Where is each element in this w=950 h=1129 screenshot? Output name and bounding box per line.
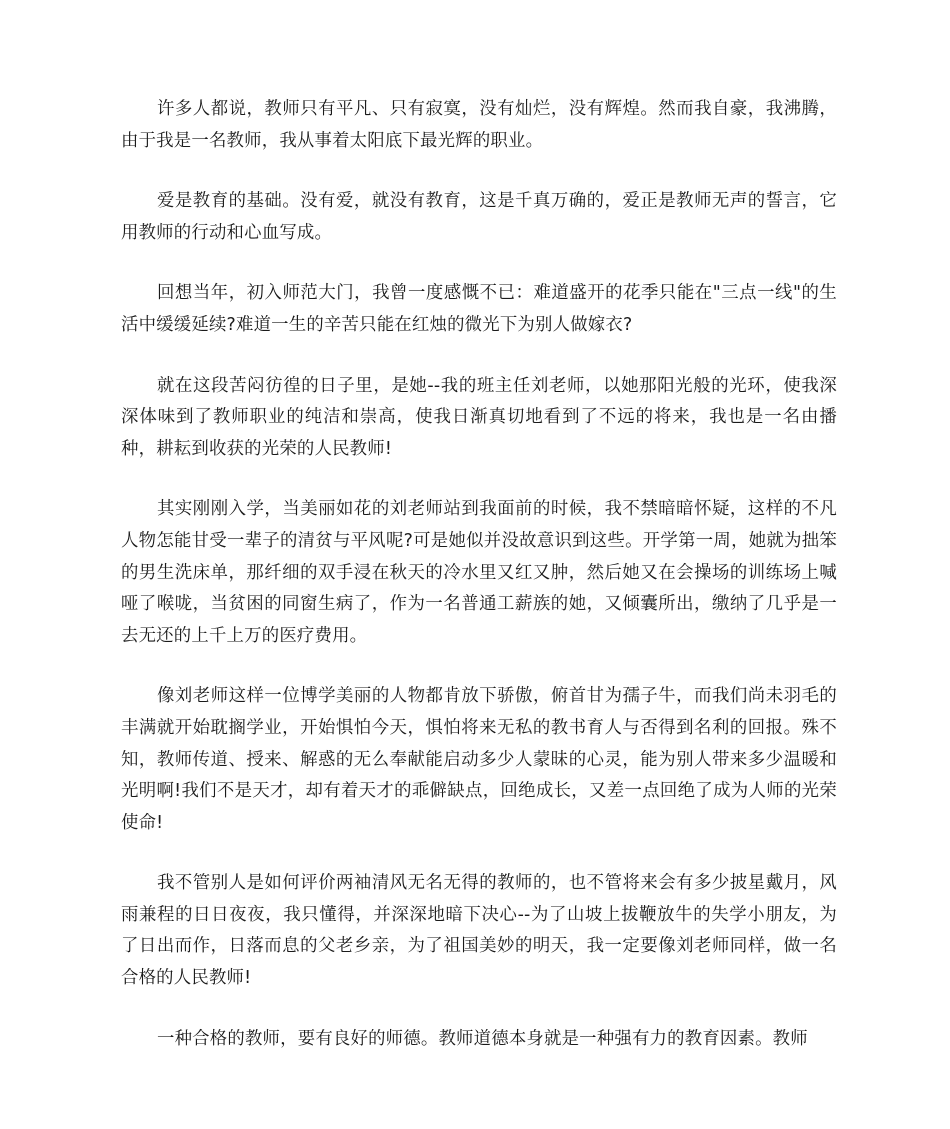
paragraph: 我不管别人是如何评价两袖清风无名无得的教师的，也不管将来会有多少披星戴月，风雨兼程的日日夜夜，我只懂得，并深深地暗下决心--为了山坡上拔鞭放牛的失学小朋友，为了日出而作，日落而息的父老乡亲，为了祖国美妙的明天，我一定要像刘老师同样，做一名合格的人民教师!	[121, 873, 837, 989]
document-body	[121, 94, 837, 1084]
paragraph: 一种合格的教师，要有良好的师德。教师道德本身就是一种强有力的教育因素。教师	[157, 1028, 808, 1049]
paragraph: 像刘老师这样一位博学美丽的人物都肯放下骄傲，俯首甘为孺子牛，而我们尚未羽毛的丰满就开始耽搁学业，开始惧怕今天，惧怕将来无私的教书育人与否得到名利的回报。殊不知，教师传道、授来、解惑的无么奉献能启动多少人蒙昧的心灵，能为别人带来多少温暖和光明啊!我们不是天才，却有着天才的乖僻缺点，回绝成长，又差一点回绝了成为人师的光荣使命!	[121, 686, 837, 833]
paragraph: 其实刚刚入学，当美丽如花的刘老师站到我面前的时候，我不禁暗暗怀疑，这样的不凡人物怎能甘受一辈子的清贫与平风呢?可是她似并没故意识到这些。开学第一周，她就为拙笨的男生洗床单，那纤细的双手浸在秋天的冷水里又红又肿，然后她又在会操场的训练场上喊哑了喉咙，当贫困的同窗生病了，作为一名普通工薪族的她，又倾囊所出，缴纳了几乎是一去无还的上千上万的医疗费用。	[121, 499, 837, 646]
paragraph: 爱是教育的基础。没有爱，就没有教育，这是千真万确的，爱正是教师无声的誓言，它用教师的行动和心血写成。	[121, 191, 837, 243]
paragraph: 就在这段苦闷彷徨的日子里，是她--我的班主任刘老师，以她那阳光般的光环，使我深深体味到了教师职业的纯洁和崇高，使我日渐真切地看到了不远的将来，我也是一名由播种，耕耘到收获的光荣的人民教师!	[121, 375, 837, 459]
paragraph: 许多人都说，教师只有平凡、只有寂寞，没有灿烂，没有辉煌。然而我自豪，我沸腾，由于我是一名教师，我从事着太阳底下最光辉的职业。	[121, 99, 837, 151]
paragraph: 回想当年，初入师范大门，我曾一度感慨不已：难道盛开的花季只能在"三点一线"的生活中缓缓延续?难道一生的辛苦只能在红烛的微光下为别人做嫁衣?	[121, 283, 837, 335]
